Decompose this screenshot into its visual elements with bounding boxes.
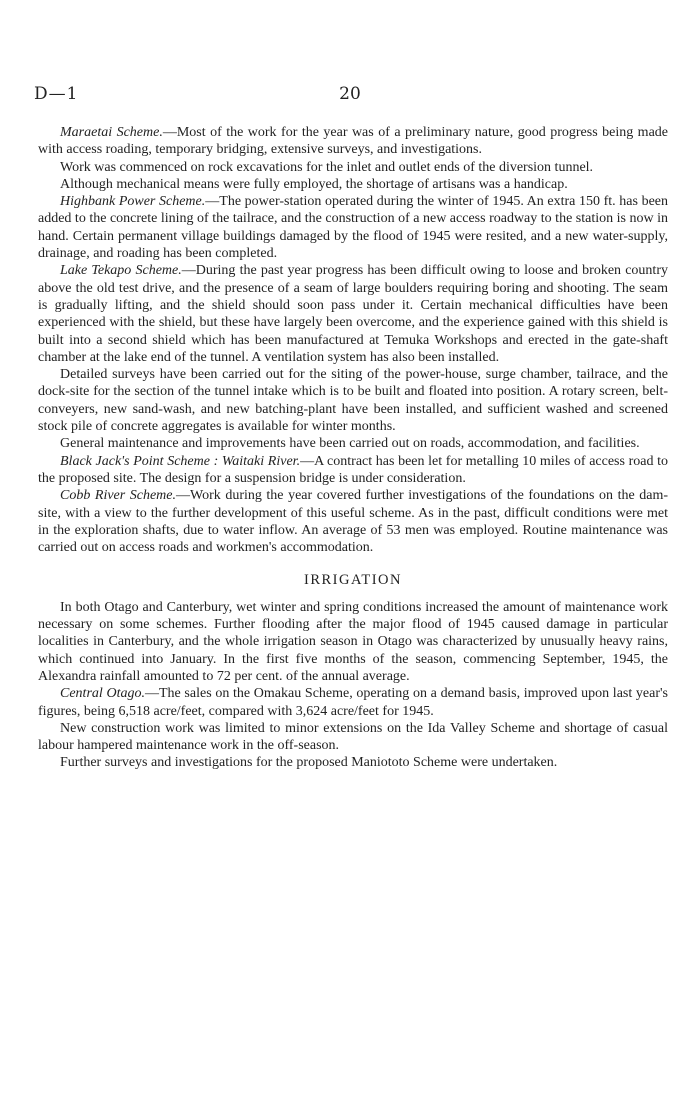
paragraph bbox=[38, 453, 668, 488]
paragraph-text: —The sales on the Omakau Scheme, operating on a demand basis, improved upon last year's figures, being 6,518 acre/feet, compared with 3,624 acre/feet for 1945. bbox=[38, 686, 668, 719]
paragraph-text: —Work during the year covered further investigations of the foundations on the dam-site, with a view to the further development of this useful scheme. As in the past, difficult conditions were met in the exploration shafts, due to water inflow. An average of 53 men was employed. Routine maintenance was carried out on access roads and workmen's accommodation. bbox=[38, 488, 668, 556]
paragraph-text: New construction work was limited to minor extensions on the Ida Valley Scheme and shortage of casual labour hampered maintenance work in the off-season. bbox=[38, 720, 668, 754]
section-heading: IRRIGATION bbox=[304, 572, 402, 589]
paragraph-text: Detailed surveys have been carried out for the siting of the power-house, surge chamber, tailrace, and the dock-site for the section of the tunnel intake which is to be built and floated into position. A rotary screen, belt-conveyers, new sand-wash, and new batching-plant have been installed, and sufficient washed and screened stock pile of concrete aggregates is available for winter months. bbox=[38, 367, 668, 435]
document-reference: D—1 bbox=[34, 84, 79, 104]
paragraph bbox=[38, 720, 668, 755]
paragraph-lead: Lake Tekapo Scheme. bbox=[60, 263, 182, 279]
paragraph-text: —A contract has been let for metalling 10 miles of access road to the proposed site. The design for a suspension bridge is under consideration. bbox=[38, 453, 668, 486]
paragraph-text: —The power-station operated during the winter of 1945. An extra 150 ft. has been added to the concrete lining of the tailrace, and the construction of a new access roadway to the station is now in hand. Certain permanent village buildings damaged by the flood of 1945 were resited, and a new water-supply, drainage, and roading has been completed. bbox=[38, 194, 668, 262]
page-header bbox=[34, 84, 666, 106]
paragraph-text: General maintenance and improvements have been carried out on roads, accommodation, and facilities. bbox=[60, 436, 640, 452]
paragraph-lead: Cobb River Scheme. bbox=[60, 488, 177, 504]
paragraph-text: Work was commenced on rock excavations for the inlet and outlet ends of the diversion tunnel. bbox=[60, 159, 594, 175]
paragraph-group-bottom bbox=[38, 599, 668, 772]
body-text bbox=[38, 124, 668, 772]
paragraph-lead: Central Otago. bbox=[60, 686, 145, 702]
paragraph-text: Further surveys and investigations for the proposed Maniototo Scheme were undertaken. bbox=[60, 755, 558, 771]
paragraph bbox=[38, 176, 668, 193]
paragraph-group-top bbox=[38, 124, 668, 556]
paragraph bbox=[38, 685, 668, 720]
paragraph-text: In both Otago and Canterbury, wet winter and spring conditions increased the amount of maintenance work necessary on some schemes. Further flooding after the major flood of 1945 caused damage in particular localities in Canterbury, and the whole irrigation season in Otago was characterized by unusually heavy rains, which continued into January. In the first five months of the season, commencing September, 1945, the Alexandra rainfall amounted to 72 per cent. of the annual average. bbox=[38, 599, 668, 684]
paragraph bbox=[38, 124, 668, 159]
paragraph bbox=[38, 754, 668, 771]
paragraph-lead: Maraetai Scheme. bbox=[60, 125, 163, 140]
page-number: 20 bbox=[339, 84, 361, 104]
paragraph-lead: Highbank Power Scheme. bbox=[60, 194, 206, 210]
paragraph bbox=[38, 599, 668, 685]
paragraph-text: —During the past year progress has been difficult owing to loose and broken country above the old test drive, and the presence of a seam of large boulders requiring boring and shooting. The seam is gradually lifting, and the shield should soon pass under it. Certain mechanical difficulties have been experienced with the shield, but these have largely been overcome, and the experience gained with this shield is built into a second shield which has been manufactured at Temuka Workshops and erected in the gate-shaft chamber at the lake end of the tunnel. A ventilation system has also been installed. bbox=[38, 263, 668, 365]
paragraph bbox=[38, 262, 668, 366]
paragraph bbox=[38, 193, 668, 262]
paragraph bbox=[38, 159, 668, 176]
paragraph-text: —Most of the work for the year was of a preliminary nature, good progress being made with access roading, temporary bridging, extensive surveys, and investigations. bbox=[38, 125, 668, 158]
paragraph bbox=[38, 487, 668, 556]
paragraph-lead: Black Jack's Point Scheme : Waitaki River. bbox=[60, 453, 301, 469]
paragraph-text: Although mechanical means were fully employed, the shortage of artisans was a handicap. bbox=[60, 176, 568, 192]
paragraph bbox=[38, 366, 668, 435]
paragraph bbox=[38, 435, 668, 452]
